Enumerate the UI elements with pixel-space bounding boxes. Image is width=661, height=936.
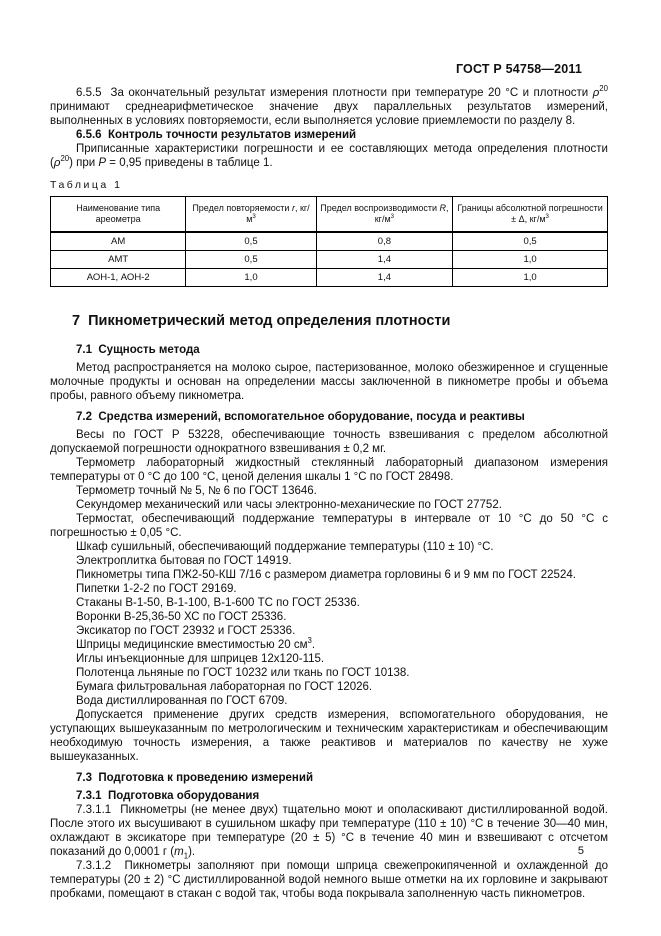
- page-number: 5: [577, 845, 584, 857]
- para-7-2-pycnometers: Пикнометры типа ПЖ2-50-КШ 7/16 с размером диаметра горловины 6 и 9 мм по ГОСТ 22524.: [76, 569, 576, 581]
- para-7-2-needles: Иглы инъекционные для шприцев 12х120-115.: [76, 653, 325, 665]
- standard-number: ГОСТ Р 54758—2011: [455, 62, 582, 76]
- para-7-1-1: Метод распространяется на молоко сырое, пастеризованное, молоко обезжиренное и сгущенные молочные продукты и основан на определении массы заключенной в пикнометре пробы и объема пробы, равного объему пикнометра.: [50, 362, 608, 402]
- table-header-cell: Наименование типа ареометра: [51, 197, 186, 233]
- table-1: [50, 196, 608, 287]
- table-cell: 1,0: [453, 251, 608, 269]
- para-7-2-stopwatch: Секундомер механический или часы электронно-механические по ГОСТ 27752.: [76, 499, 502, 511]
- table-cell: 1,0: [453, 269, 608, 287]
- para-7-2-scales: Весы по ГОСТ Р 53228, обеспечивающие точность взвешивания с пределом абсолютной допускаемой погрешности однократного взвешивания ± 0,2 мг.: [50, 429, 608, 455]
- para-7-2-pipettes: Пипетки 1-2-2 по ГОСТ 29169.: [76, 583, 237, 595]
- table-row: [51, 232, 608, 251]
- table-row: [51, 269, 608, 287]
- para-7-2-drying-cabinet: Шкаф сушильный, обеспечивающий поддержание температуры (110 ± 10) °С.: [76, 541, 494, 553]
- table-cell: 0,8: [316, 232, 452, 251]
- table-row: [51, 251, 608, 269]
- para-7-2-thermometer-precise: Термометр точный № 5, № 6 по ГОСТ 13646.: [76, 485, 317, 497]
- para-6-5-5: 6.5.5 За окончательный результат измерения плотности при температуре 20 °С и плотности $\rho^{20}$ принимают среднеарифметическое значение двух параллельных результатов измерений, выполненных в условиях повторяемости, если выполняется условие приемлемости по разделу 8.: [50, 84, 608, 127]
- heading-7-3: 7.3 Подготовка к проведению измерений: [76, 772, 314, 784]
- table-cell: АОН-1, АОН-2: [51, 269, 186, 287]
- para-7-2-desiccator: Эксикатор по ГОСТ 23932 и ГОСТ 25336.: [76, 625, 296, 637]
- heading-7-3-1: 7.3.1 Подготовка оборудования: [76, 790, 260, 802]
- para-7-2-thermometer-lab: Термометр лабораторный жидкостный стеклянный лабораторный диапазоном измерения температуры от 0 °С до 100 °С, ценой деления шкалы 1 °С по ГОСТ 28498.: [50, 457, 608, 483]
- table-cell: 1,0: [186, 269, 316, 287]
- para-7-2-allowance: Допускается применение других средств измерения, вспомогательного оборудования, не уступающих вышеуказанным по метрологическим и техническим характеристикам и обеспечивающим необходимую точность измерения, а также реактивов и материалов по качеству не хуже вышеуказанных.: [50, 709, 608, 763]
- table-cell: 1,4: [316, 269, 452, 287]
- para-6-5-6-text: Приписанные характеристики погрешности и ее составляющих метода определения плотности $(\rho^{20})$ при P = 0,95 приведены в таблице 1.: [50, 143, 608, 169]
- heading-6-5-6: 6.5.6 Контроль точности результатов измерений: [76, 129, 357, 141]
- table-header-cell: Границы абсолютной погрешности ± Δ, $кг/м^3$: [453, 197, 608, 233]
- para-7-2-syringes: Шприцы медицинские вместимостью 20 $см^3$.: [76, 636, 316, 651]
- para-7-3-1-2: 7.3.1.2 Пикнометры заполняют при помощи шприца свежепрокипяченной и охлажденной до температуры (20 ± 2) °С дистиллированной водой немного выше отметки на их горловине и закрывают пробками, помещают в стакан с водой так, чтобы вода покрывала заполненную часть пикнометров.: [50, 860, 608, 900]
- para-7-2-water: Вода дистиллированная по ГОСТ 6709.: [76, 695, 288, 707]
- section-7-heading: 7 Пикнометрический метод определения плотности: [72, 313, 451, 329]
- table-cell: 0,5: [186, 251, 316, 269]
- para-7-3-1-1: 7.3.1.1 Пикнометры (не менее двух) тщательно моют и ополаскивают дистиллированной водой. После этого их высушивают в сушильном шкафу при температуре (110 ± 10) °С в течение 30—40 мин, охлаждают в эксикаторе при температуре (20 ± 5) °С в течение 40 мин и взвешивают с отсчетом показаний до 0,0001 г $(m_1)$.: [50, 804, 608, 861]
- para-7-2-thermostat: Термостат, обеспечивающий поддержание температуры в интервале от 10 °С до 50 °С с погрешностью ± 0,05 °С.: [50, 513, 608, 539]
- para-7-2-funnels: Воронки В-25,36-50 ХС по ГОСТ 25336.: [76, 611, 287, 623]
- table-cell: 1,4: [316, 251, 452, 269]
- content: [50, 86, 608, 901]
- table-cell: 0,5: [453, 232, 608, 251]
- table-cell: АМ: [51, 232, 186, 251]
- table-1-label: Таблица 1: [50, 179, 123, 191]
- heading-7-1: 7.1 Сущность метода: [76, 344, 200, 356]
- table-cell: АМТ: [51, 251, 186, 269]
- table-header-cell: Предел повторяемости r, $кг/м^3$: [186, 197, 316, 233]
- table-header-row: [51, 197, 608, 233]
- page-header: [50, 62, 582, 76]
- para-7-2-hotplate: Электроплитка бытовая по ГОСТ 14919.: [76, 555, 292, 567]
- para-7-2-beakers: Стаканы В-1-50, В-1-100, В-1-600 ТС по ГОСТ 25336.: [76, 597, 360, 609]
- para-7-2-towels: Полотенца льняные по ГОСТ 10232 или ткань по ГОСТ 10138.: [76, 667, 410, 679]
- table-header-cell: Предел воспроизводимости R, $кг/м^3$: [316, 197, 452, 233]
- heading-7-2: 7.2 Средства измерений, вспомогательное оборудование, посуда и реактивы: [76, 411, 525, 423]
- table-cell: 0,5: [186, 232, 316, 251]
- para-7-2-filter-paper: Бумага фильтровальная лабораторная по ГОСТ 12026.: [76, 681, 373, 693]
